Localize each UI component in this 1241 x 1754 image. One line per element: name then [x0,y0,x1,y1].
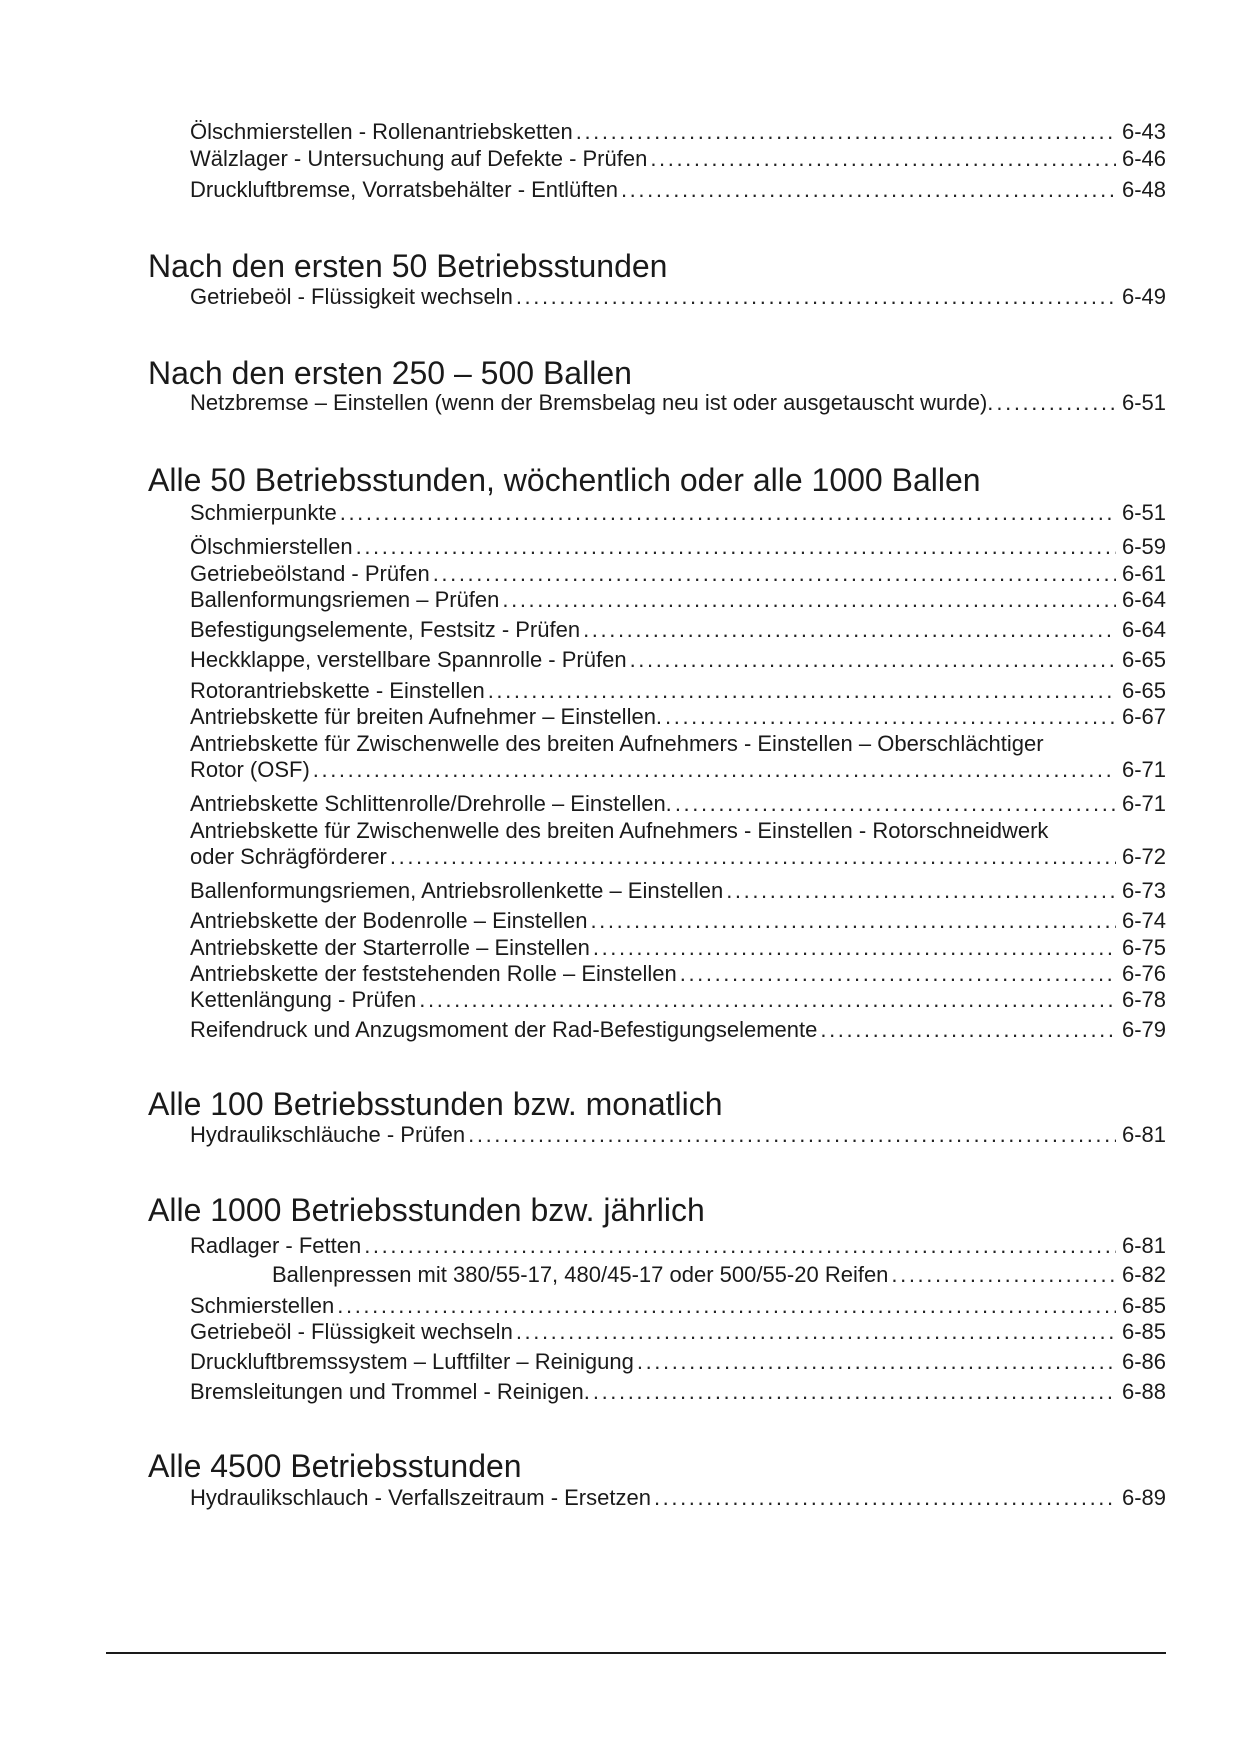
dot-leader [516,284,1116,310]
toc-entry[interactable] [190,935,1166,961]
toc-entry-page: 6-78 [1121,987,1166,1012]
toc-entry[interactable] [190,647,1166,673]
dot-leader [726,878,1116,904]
toc-entry-title: Hydraulikschläuche - Prüfen [190,1122,466,1147]
toc-entry-page: 6-64 [1121,587,1166,612]
toc-entry[interactable] [190,587,1166,613]
dot-leader [576,119,1116,145]
toc-entry[interactable] [190,987,1166,1013]
toc-entry-page: 6-85 [1121,1319,1166,1344]
dot-leader [654,1485,1116,1511]
section-heading: Nach den ersten 250 – 500 Ballen [148,355,632,391]
toc-entry-page: 6-79 [1121,1017,1166,1042]
dot-leader [340,500,1116,526]
toc-entry-page: 6-48 [1121,177,1166,202]
toc-entry-title: Wälzlager - Untersuchung auf Defekte - Prüfen [190,146,648,171]
toc-entry[interactable] [190,908,1166,934]
toc-entry-page: 6-72 [1121,844,1166,869]
footer-rule [106,1652,1166,1654]
section-heading: Alle 100 Betriebsstunden bzw. monatlich [148,1086,723,1122]
toc-entry-title: Ölschmierstellen [190,534,353,559]
toc-entry-title: Heckklappe, verstellbare Spannrolle - Prüfen [190,647,627,672]
toc-entry-page: 6-49 [1121,284,1166,309]
toc-entry-title: Ballenformungsriemen, Antriebsrollenkette – Einstellen [190,878,724,903]
toc-entry-page: 6-64 [1121,617,1166,642]
toc-entry-title: oder Schrägförderer [190,844,387,869]
toc-entry[interactable] [190,791,1166,817]
section-heading: Alle 1000 Betriebsstunden bzw. jährlich [148,1192,705,1228]
dot-leader [675,791,1116,817]
dot-leader [593,1379,1116,1405]
toc-entry[interactable] [190,390,1166,416]
dot-leader [583,617,1116,643]
dot-leader [419,987,1116,1013]
toc-entry-title: Kettenlängung - Prüfen [190,987,417,1012]
toc-entry-title: Ballenformungsriemen – Prüfen [190,587,500,612]
toc-entry[interactable] [190,177,1166,203]
toc-entry-title: Ölschmierstellen - Rollenantriebsketten [190,119,573,144]
toc-entry-title: Radlager - Fetten [190,1233,362,1258]
toc-entry[interactable] [190,731,1166,783]
toc-entry-page: 6-85 [1121,1293,1166,1318]
toc-entry-page: 6-46 [1121,146,1166,171]
toc-entry-page: 6-81 [1121,1122,1166,1147]
toc-entry[interactable] [190,1122,1166,1148]
toc-entry[interactable] [190,1379,1166,1405]
dot-leader [390,844,1116,870]
toc-entry-title: Reifendruck und Anzugsmoment der Rad-Befestigungselemente [190,1017,818,1042]
toc-entry[interactable] [190,678,1166,704]
toc-entry-title: Ballenpressen mit 380/55-17, 480/45-17 oder 500/55-20 Reifen [272,1262,889,1287]
section-heading: Nach den ersten 50 Betriebsstunden [148,248,668,284]
toc-entry-page: 6-76 [1121,961,1166,986]
dot-leader [313,757,1116,783]
dot-leader [996,390,1116,416]
dot-leader [637,1349,1116,1375]
toc-entry[interactable] [190,1319,1166,1345]
toc-entry-page: 6-51 [1121,390,1166,415]
toc-entry-title: Antriebskette der Bodenrolle – Einstellen [190,908,588,933]
toc-entry-page: 6-59 [1121,534,1166,559]
toc-entry[interactable] [190,1349,1166,1375]
toc-entry-title: Bremsleitungen und Trommel - Reinigen. [190,1379,590,1404]
toc-entry-page: 6-74 [1121,908,1166,933]
toc-entry[interactable] [190,818,1166,870]
dot-leader [630,647,1116,673]
toc-entry-page: 6-61 [1121,561,1166,586]
toc-entry-page: 6-86 [1121,1349,1166,1374]
toc-entry-title-line1: Antriebskette für Zwischenwelle des breiten Aufnehmers - Einstellen – Oberschlächtiger [190,731,1044,756]
toc-entry-title: Getriebeöl - Flüssigkeit wechseln [190,1319,513,1344]
toc-entry-title: Druckluftbremssystem – Luftfilter – Reinigung [190,1349,634,1374]
toc-entry-page: 6-71 [1121,757,1166,782]
toc-entry-page: 6-43 [1121,119,1166,144]
toc-entry-title: Rotor (OSF) [190,757,310,782]
toc-entry-page: 6-82 [1121,1262,1166,1287]
toc-entry-page: 6-75 [1121,935,1166,960]
toc-entry[interactable] [190,284,1166,310]
dot-leader [891,1262,1116,1288]
toc-entry-title: Befestigungselemente, Festsitz - Prüfen [190,617,581,642]
toc-entry-title: Getriebeölstand - Prüfen [190,561,430,586]
dot-leader [356,534,1116,560]
dot-leader [488,678,1116,704]
toc-entry[interactable] [190,500,1166,526]
dot-leader [502,587,1116,613]
toc-entry[interactable] [190,704,1166,730]
toc-entry-title-line1: Antriebskette für Zwischenwelle des breiten Aufnehmers - Einstellen - Rotorschneidwerk [190,818,1049,843]
dot-leader [680,961,1116,987]
toc-entry-page: 6-73 [1121,878,1166,903]
dot-leader [468,1122,1116,1148]
section-heading: Alle 4500 Betriebsstunden [148,1448,522,1484]
toc-entry[interactable] [190,1017,1166,1043]
toc-entry-title: Rotorantriebskette - Einstellen [190,678,485,703]
dot-leader [820,1017,1116,1043]
toc-entry[interactable] [190,878,1166,904]
dot-leader [650,146,1116,172]
toc-entry-title: Antriebskette für breiten Aufnehmer – Einstellen. [190,704,663,729]
toc-entry[interactable] [190,534,1166,560]
toc-entry[interactable] [190,1233,1166,1259]
toc-entry-page: 6-71 [1121,791,1166,816]
section-heading: Alle 50 Betriebsstunden, wöchentlich oder alle 1000 Ballen [148,462,981,498]
toc-entry-title: Antriebskette der Starterrolle – Einstellen [190,935,590,960]
toc-entry-title: Netzbremse – Einstellen (wenn der Bremsbelag neu ist oder ausgetauscht wurde). [190,390,994,415]
toc-entry[interactable] [272,1262,1166,1288]
dot-leader [621,177,1116,203]
toc-entry[interactable] [190,617,1166,643]
toc-entry-page: 6-65 [1121,647,1166,672]
dot-leader [516,1319,1116,1345]
toc-entry[interactable] [190,1485,1166,1511]
dot-leader [665,704,1116,730]
toc-entry-title: Antriebskette Schlittenrolle/Drehrolle – Einstellen. [190,791,672,816]
dot-leader [433,561,1116,587]
toc-entry[interactable] [190,961,1166,987]
toc-entry-page: 6-67 [1121,704,1166,729]
toc-entry[interactable] [190,119,1166,145]
toc-entry-page: 6-88 [1121,1379,1166,1404]
toc-entry-title: Schmierpunkte [190,500,337,525]
toc-entry-page: 6-89 [1121,1485,1166,1510]
toc-entry-title: Hydraulikschlauch - Verfallszeitraum - Ersetzen [190,1485,651,1510]
toc-entry-title: Schmierstellen [190,1293,335,1318]
dot-leader [593,935,1116,961]
toc-entry-page: 6-65 [1121,678,1166,703]
toc-entry-page: 6-51 [1121,500,1166,525]
dot-leader [364,1233,1116,1259]
toc-entry[interactable] [190,1293,1166,1319]
toc-entry[interactable] [190,146,1166,172]
toc-entry[interactable] [190,561,1166,587]
dot-leader [590,908,1115,934]
toc-entry-title: Druckluftbremse, Vorratsbehälter - Entlüften [190,177,618,202]
toc-entry-title: Getriebeöl - Flüssigkeit wechseln [190,284,513,309]
dot-leader [337,1293,1116,1319]
toc-entry-title: Antriebskette der feststehenden Rolle – Einstellen [190,961,677,986]
toc-entry-page: 6-81 [1121,1233,1166,1258]
